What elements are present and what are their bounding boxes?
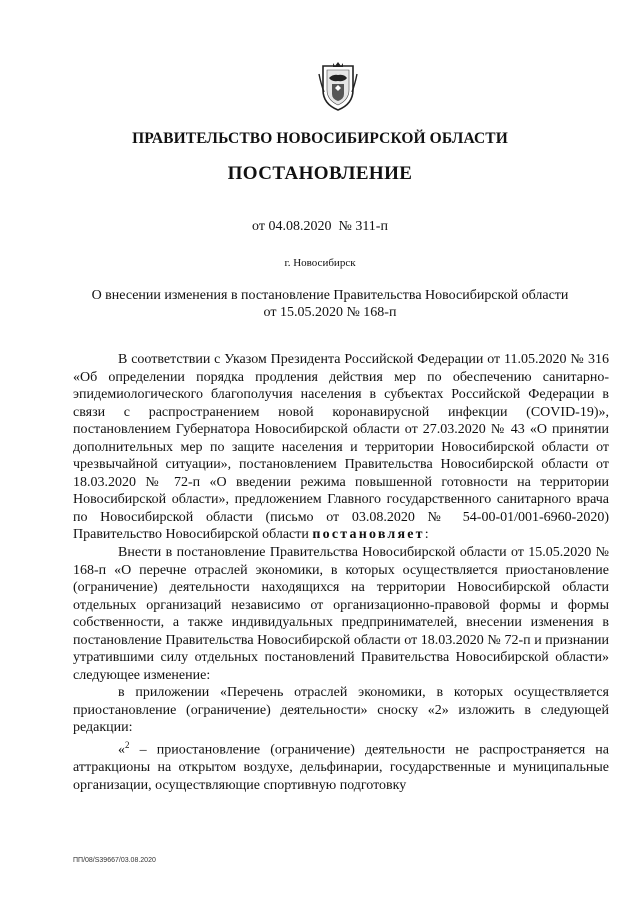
paragraph-appendix: в приложении «Перечень отраслей экономики, в которых осуществляется приостановление (ограничение) деятельности» сноску «2» изложить в следующей редакции: <box>73 685 609 736</box>
subject-line-2: от 15.05.2020 № 168-п <box>263 305 397 320</box>
subject-line-1: О внесении изменения в постановление Правительства Новосибирской области <box>91 288 569 303</box>
document-type-title: ПОСТАНОВЛЕНИЕ <box>227 163 413 184</box>
decree-word: постановляет <box>312 527 425 543</box>
preamble-text: В соответствии с Указом Президента Российской Федерации от 11.05.2020 № 316 «Об определении порядка продления действия мер по обеспечению санитарно-эпидемиологического благополучия населения в субъектах Российской Федерации в связи с распространением новой коронавирусной инфекции (COVID-19)», постановлением Губернатора Новосибирской области от 27.03.2020 № 43 «О принятии дополнительных мер по защите населения и территории Новосибирской области от чрезвычайной ситуации», постановлением Правительства Новосибирской области от 18.03.2020 № 72-п «О введении режима повышенной готовности на территории Новосибирской области», предложением Главного государственного санитарного врача по Новосибирской области (письмо от 03.08.2020 № 54-00-01/001-6960-2020) Правительство Новосибирской области <box>73 352 609 543</box>
footnote-open-quote: « <box>118 742 125 758</box>
coat-of-arms-icon <box>317 60 359 112</box>
government-name: ПРАВИТЕЛЬСТВО НОВОСИБИРСКОЙ ОБЛАСТИ <box>132 130 508 147</box>
document-subject <box>60 287 600 321</box>
document-body <box>73 351 609 794</box>
document-date-number: от 04.08.2020 № 311-п <box>252 219 388 234</box>
footnote-text: – приостановление (ограничение) деятельности не распространяется на аттракционы на открытом воздухе, дельфинарии, государственные и муниципальные организации, осуществляющие спортивную подготовку <box>73 742 609 793</box>
paragraph-amendment: Внести в постановление Правительства Новосибирской области от 15.05.2020 № 168-п «О перечне отраслей экономики, в которых осуществляется приостановление (ограничение) деятельности находящихся на территории Новосибирской области отдельных организаций независимо от организационно-правовой формы и формы собственности, а также индивидуальных предпринимателей, внесении изменения в постановление Правительства Новосибирской области от 18.03.2020 № 72-п и признании утратившими силу отдельных постановлений Правительства Новосибирской области» следующее изменение: <box>73 545 609 683</box>
document-city: г. Новосибирск <box>284 257 356 269</box>
paragraph-footnote <box>73 737 609 794</box>
footnote-number: 2 <box>125 740 130 751</box>
document-footer-code: ПП/08/S39667/03.08.2020 <box>73 857 156 864</box>
decree-colon: : <box>424 527 429 543</box>
paragraph-preamble <box>73 351 609 544</box>
